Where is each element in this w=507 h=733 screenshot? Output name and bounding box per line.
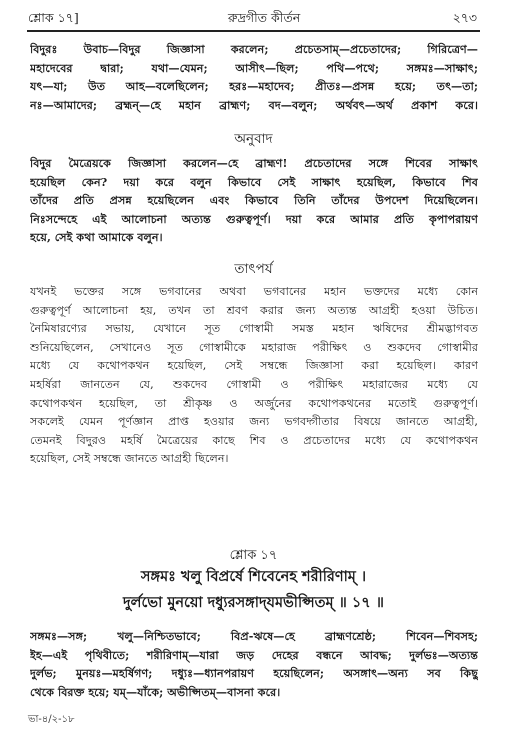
verse-line-1: সঙ্গমঃ খলু বিপ্রর্ষে শিবেনেহ শরীরিণাম্ । xyxy=(140,568,367,585)
verse-line-2: দুর্লভো মুনয়ো দধ্যুরসঙ্গাদ্‌যমভীপ্সিতম্ ॥ ১৭ ॥ xyxy=(123,594,384,611)
purport-line: মহর্ষিরা জানতেন যে, শুকদেব গোস্বামী ও পরীক্ষিৎ মহারাজের মধ্যে যে xyxy=(30,377,478,391)
synonym-line: বিদুরঃ উবাচ—বিদুর জিজ্ঞাসা করলেন; প্রচেতসাম্—প্রচেতাদের; গিরিত্রেণ— xyxy=(30,42,478,56)
purport-line: সকলেই যেমন পূর্ণজ্ঞান প্রাপ্ত হওয়ার জন্য ভগবদ্গীতার বিষয়ে জানতে আগ্রহী, xyxy=(30,415,478,429)
purport-line: নৈমিষারণ্যের সভায়, যেখানে সূত গোস্বামী সমস্ত মহান ঋষিদের শ্রীমদ্ভাগবত xyxy=(30,322,478,336)
synonyms-block-2 xyxy=(30,627,478,701)
purport-block xyxy=(30,283,478,469)
header-verse-ref: শ্লোক ১৭] xyxy=(28,10,79,25)
synonym-line: সঙ্গমঃ—সঙ্গ; খলু—নিশ্চিতভাবে; বিপ্র-ঋষে—হে ব্রাহ্মণশ্রেষ্ঠ; শিবেন—শিবসহ; xyxy=(30,629,478,643)
synonym-line: দুর্লভ; মুনয়ঃ—মহর্ষিগণ; দধ্যুঃ—ধ্যানপরায়ণ হয়েছিলেন; অসঙ্গাৎ—অন্য সব কিছু xyxy=(30,666,478,681)
purport-line: তেমনই বিদুরও মহর্ষি মৈত্রেয়ের কাছে শিব ও প্রচেতাদের মধ্যে যে কথোপকথন xyxy=(30,433,478,447)
header-chapter-title: রুদ্রগীত কীর্তন xyxy=(228,10,301,25)
purport-line: মধ্যে যে কথোপকথন হয়েছিল, সেই সম্বন্ধে জিজ্ঞাসা করা হয়েছিল। কারণ xyxy=(30,359,478,373)
purport-line: শুনিয়েছিলেন, সেখানেও সূত গোস্বামীকে মহারাজ পরীক্ষিৎ ও শুকদেব গোস্বামীর xyxy=(30,340,478,354)
translation-line: নিঃসন্দেহে এই আলোচনা অত্যন্ত গুরুত্বপূর্ণ। দয়া করে আমার প্রতি কৃপাপরায়ণ xyxy=(30,211,478,226)
purport-heading: তাৎপর্য xyxy=(234,261,273,277)
translation-heading: অনুবাদ xyxy=(234,131,273,147)
synonym-line: ইহ—এই পৃথিবীতে; শরীরিণাম্—যারা জড় দেহের বন্ধনে আবদ্ধ; দুর্লভঃ—অত্যন্ত xyxy=(30,647,478,662)
page-number: ২৭৩ xyxy=(452,10,477,25)
translation-line: তাঁদের প্রতি প্রসন্ন হয়েছিলেন এবং কিভাবে তিনি তাঁদের উপদেশ দিয়েছিলেন। xyxy=(30,193,478,208)
header-rule xyxy=(27,30,480,32)
purport-line: গুরুত্বপূর্ণ আলোচনা হয়, তখন তা শ্রবণ করার জন্য অত্যন্ত আগ্রহী হওয়া উচিত। xyxy=(30,303,478,317)
synonyms-block-1 xyxy=(30,40,478,114)
synonym-line: যৎ—যা; উত আহ—বলেছিলেন; হরঃ—মহাদেব; প্রীতঃ—প্রসন্ন হয়ে; তৎ—তা; xyxy=(30,79,478,94)
translation-block xyxy=(30,154,478,247)
purport-line: কথোপকথন হয়েছিল, তা শ্রীকৃষ্ণ ও অর্জুনের কথোপকথনের মতোই গুরুত্বপূর্ণ। xyxy=(30,396,478,410)
synonym-line: থেকে বিরক্ত হয়ে; যম্—যাঁকে; অভীপ্সিতম্—বাসনা করে। xyxy=(30,684,281,699)
purport-line: যখনই ভক্তের সঙ্গে ভগবানের অথবা ভগবানের মহান ভক্তদের মধ্যে কোন xyxy=(30,285,478,298)
synonym-line: নঃ—আমাদের; ব্রহ্মন্—হে মহান ব্রাহ্মণ; বদ—বলুন; অর্থবৎ—অর্থ প্রকাশ করে। xyxy=(30,97,478,112)
synonym-line: মহাদেবের দ্বারা; যথা—যেমন; আসীৎ—ছিল; পথি—পথে; সঙ্গমঃ—সাক্ষাৎ; xyxy=(30,60,478,75)
verse-number: শ্লোক ১৭ xyxy=(229,548,278,563)
translation-line: হয়েছিল কেন? দয়া করে বলুন কিভাবে সেই সাক্ষাৎ হয়েছিল, কিভাবে শিব xyxy=(30,174,478,189)
translation-line: হয়ে, সেই কথা আমাকে বলুন। xyxy=(30,230,163,245)
running-header xyxy=(28,10,477,28)
translation-line: বিদুর মৈত্রেয়কে জিজ্ঞাসা করলেন—হে ব্রাহ্মণ! প্রচেতাদের সঙ্গে শিবের সাক্ষাৎ xyxy=(30,156,478,170)
signature-mark: ভা-৪/২-১৮ xyxy=(28,714,75,725)
purport-line: হয়েছিল, সেই সম্বন্ধে জানতে আগ্রহী ছিলেন। xyxy=(30,452,229,466)
